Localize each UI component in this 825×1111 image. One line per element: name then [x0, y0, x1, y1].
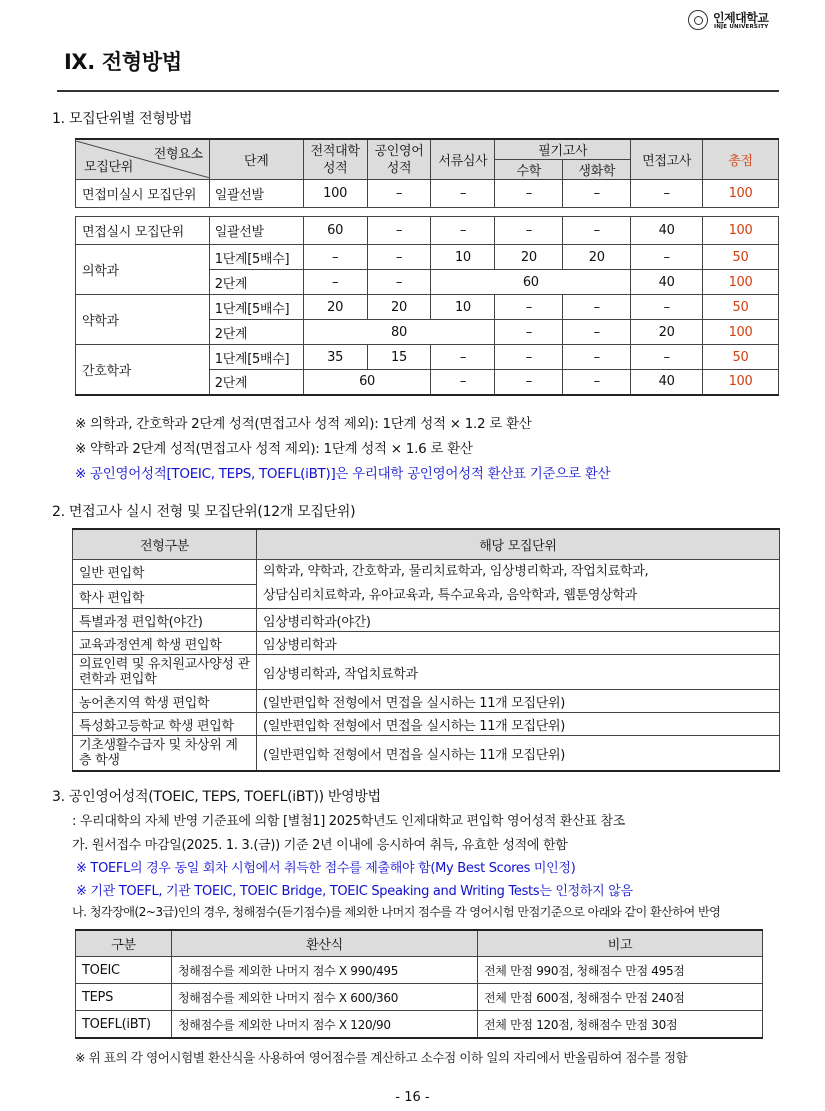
score-cell: – — [495, 345, 563, 370]
table-row — [76, 957, 763, 984]
score-cell: – — [367, 180, 431, 208]
col-bio: 생화학 — [563, 160, 631, 180]
score-cell: – — [631, 180, 703, 208]
type-cell: 의료인력 및 유치원교사양성 관련학과 편입학 — [73, 655, 257, 690]
score-cell: 40 — [631, 370, 703, 395]
table-row — [76, 217, 779, 245]
score-cell: – — [367, 245, 431, 270]
unit-cell: 면접미실시 모집단위 — [76, 180, 210, 208]
section3-heading: 3. 공인영어성적(TOEIC, TEPS, TOEFL(iBT)) 반영방법 — [52, 789, 381, 805]
score-cell: – — [431, 345, 495, 370]
unit-cell: 면접실시 모집단위 — [76, 217, 210, 245]
total-cell: 50 — [703, 345, 779, 370]
logo-name: 인제대학교 — [713, 11, 769, 25]
score-cell: – — [367, 270, 431, 295]
score-cell: – — [431, 217, 495, 245]
score-cell: – — [431, 180, 495, 208]
seal-icon — [688, 10, 708, 30]
units-cell: (일반편입학 전형에서 면접을 실시하는 11개 모집단위) — [257, 713, 780, 736]
score-cell: – — [563, 345, 631, 370]
type-cell: 일반 편입학 — [73, 560, 257, 585]
col-note: 비고 — [478, 930, 763, 957]
total-cell: 100 — [703, 180, 779, 208]
col-written: 필기고사 — [495, 139, 631, 160]
score-cell: – — [563, 370, 631, 395]
score-cell: 40 — [631, 270, 703, 295]
total-cell: 50 — [703, 245, 779, 270]
formula-cell: 청해점수를 제외한 나머지 점수 X 120/90 — [172, 1011, 478, 1039]
score-cell: – — [495, 370, 563, 395]
score-cell: 80 — [303, 320, 495, 345]
table-row — [76, 984, 763, 1011]
col-math: 수학 — [495, 160, 563, 180]
diag-bottom-label: 모집단위 — [84, 160, 134, 175]
units-cell — [257, 560, 780, 609]
col-type: 구분 — [76, 930, 172, 957]
stage-cell: 1단계[5배수] — [209, 245, 303, 270]
table-row — [73, 655, 780, 690]
score-cell: 20 — [631, 320, 703, 345]
total-cell: 100 — [703, 320, 779, 345]
note-cell: 전체 만점 990점, 청해점수 만점 495점 — [478, 957, 763, 984]
selection-method-table — [75, 138, 779, 396]
type-cell: 학사 편입학 — [73, 584, 257, 609]
type-cell: 교육과정연계 학생 편입학 — [73, 632, 257, 655]
note-2: ※ 약학과 2단계 성적(면접고사 성적 제외): 1단계 성적 × 1.6 로 환산 — [75, 441, 473, 457]
score-cell: – — [631, 345, 703, 370]
type-cell: 특성화고등학교 학생 편입학 — [73, 713, 257, 736]
col-units: 해당 모집단위 — [257, 529, 780, 560]
score-cell: – — [563, 320, 631, 345]
table-row — [76, 245, 779, 270]
col-formula: 환산식 — [172, 930, 478, 957]
total-cell: 100 — [703, 217, 779, 245]
score-cell: – — [367, 217, 431, 245]
table-row — [73, 632, 780, 655]
units-line: 의학과, 약학과, 간호학과, 물리치료학과, 임상병리학과, 작업치료학과, — [263, 564, 649, 579]
section1-heading: 1. 모집단위별 전형방법 — [52, 111, 193, 127]
score-cell: 35 — [303, 345, 367, 370]
stage-cell: 2단계 — [209, 320, 303, 345]
score-cell: 40 — [631, 217, 703, 245]
units-cell: 임상병리학과 — [257, 632, 780, 655]
stage-cell: 2단계 — [209, 270, 303, 295]
diagonal-header-cell — [76, 139, 210, 180]
table-row — [73, 560, 780, 585]
score-cell: – — [303, 245, 367, 270]
unit-cell: 의학과 — [76, 245, 210, 295]
page-number: - 16 - — [395, 1090, 430, 1105]
stage-cell: 일괄선발 — [209, 217, 303, 245]
score-cell: – — [495, 295, 563, 320]
score-cell: 60 — [303, 370, 431, 395]
score-cell: 60 — [431, 270, 631, 295]
table-row — [73, 690, 780, 713]
units-line: 상담심리치료학과, 유아교육과, 특수교육과, 음악학과, 웹툰영상학과 — [263, 588, 637, 603]
stage-cell: 1단계[5배수] — [209, 295, 303, 320]
type-cell: 기초생활수급자 및 차상위 계층 학생 — [73, 736, 257, 772]
score-cell: 60 — [303, 217, 367, 245]
col-stage: 단계 — [209, 139, 303, 180]
total-cell: 50 — [703, 295, 779, 320]
score-cell: – — [563, 217, 631, 245]
stage-cell: 1단계[5배수] — [209, 345, 303, 370]
page-title: Ⅸ. 전형방법 — [64, 50, 182, 74]
interview-units-table — [72, 528, 780, 772]
units-cell: (일반편입학 전형에서 면접을 실시하는 11개 모집단위) — [257, 690, 780, 713]
unit-cell: 약학과 — [76, 295, 210, 345]
type-cell: 농어촌지역 학생 편입학 — [73, 690, 257, 713]
s3-line-2: 가. 원서접수 마감일(2025. 1. 3.(금)) 기준 2년 이내에 응시하여 취득, 유효한 성적에 한함 — [72, 838, 568, 853]
score-cell: – — [563, 180, 631, 208]
table-row — [73, 713, 780, 736]
score-cell: 20 — [303, 295, 367, 320]
col-docs: 서류심사 — [431, 139, 495, 180]
score-cell: 100 — [303, 180, 367, 208]
units-cell: (일반편입학 전형에서 면접을 실시하는 11개 모집단위) — [257, 736, 780, 772]
col-type: 전형구분 — [73, 529, 257, 560]
s3-line-4: ※ 기관 TOEFL, 기관 TOEIC, TOEIC Bridge, TOEIC Speaking and Writing Tests는 인정하지 않음 — [76, 884, 633, 899]
diag-top-label: 전형요소 — [153, 147, 203, 162]
table-row — [76, 345, 779, 370]
score-cell: – — [495, 180, 563, 208]
s3-footnote: ※ 위 표의 각 영어시험별 환산식을 사용하여 영어점수를 계산하고 소수점 이하 일의 자리에서 반올림하여 점수를 정함 — [75, 1050, 688, 1065]
note-cell: 전체 만점 600점, 청해점수 만점 240점 — [478, 984, 763, 1011]
note-cell: 전체 만점 120점, 청해점수 만점 30점 — [478, 1011, 763, 1039]
section2-heading: 2. 면접고사 실시 전형 및 모집단위(12개 모집단위) — [52, 504, 356, 520]
english-conversion-table — [75, 929, 763, 1039]
total-cell: 100 — [703, 370, 779, 395]
score-cell: – — [495, 320, 563, 345]
score-cell: – — [431, 370, 495, 395]
s3-line-3: ※ TOEFL의 경우 동일 회차 시험에서 취득한 점수를 제출해야 함(My Best Scores 미인정) — [76, 861, 576, 876]
logo-english: INJE UNIVERSITY — [714, 24, 769, 30]
total-cell: 100 — [703, 270, 779, 295]
unit-cell: 간호학과 — [76, 345, 210, 395]
score-cell: – — [495, 217, 563, 245]
table-row — [76, 295, 779, 320]
score-cell: 20 — [563, 245, 631, 270]
score-cell: – — [563, 295, 631, 320]
stage-cell: 일괄선발 — [209, 180, 303, 208]
col-total: 총점 — [703, 139, 779, 180]
note-3: ※ 공인영어성적[TOEIC, TEPS, TOEFL(iBT)]은 우리대학 공인영어성적 환산표 기준으로 환산 — [75, 466, 611, 482]
table-row — [73, 609, 780, 632]
note-1: ※ 의학과, 간호학과 2단계 성적(면접고사 성적 제외): 1단계 성적 × 1.2 로 환산 — [75, 416, 532, 432]
type-cell: 특별과정 편입학(야간) — [73, 609, 257, 632]
university-logo — [688, 8, 768, 34]
type-cell: TOEFL(iBT) — [76, 1011, 172, 1039]
col-interview: 면접고사 — [631, 139, 703, 180]
s3-line-1: : 우리대학의 자체 반영 기준표에 의함 [별첨1] 2025학년도 인제대학교 편입학 영어성적 환산표 참조 — [72, 814, 626, 829]
score-cell: – — [631, 245, 703, 270]
score-cell: 15 — [367, 345, 431, 370]
units-cell: 임상병리학과, 작업치료학과 — [257, 655, 780, 690]
score-cell: – — [303, 270, 367, 295]
score-cell: 20 — [367, 295, 431, 320]
score-cell: – — [631, 295, 703, 320]
stage-cell: 2단계 — [209, 370, 303, 395]
formula-cell: 청해점수를 제외한 나머지 점수 X 990/495 — [172, 957, 478, 984]
score-cell: 20 — [495, 245, 563, 270]
type-cell: TEPS — [76, 984, 172, 1011]
s3-line-5: 나. 청각장애(2~3급)인의 경우, 청해점수(듣기점수)를 제외한 나머지 점수를 각 영어시험 만점기준으로 아래와 같이 환산하여 반영 — [72, 905, 721, 919]
col-english: 공인영어 성적 — [367, 139, 431, 180]
formula-cell: 청해점수를 제외한 나머지 점수 X 600/360 — [172, 984, 478, 1011]
table-row — [73, 736, 780, 772]
score-cell: 10 — [431, 245, 495, 270]
table-row — [76, 180, 779, 208]
type-cell: TOEIC — [76, 957, 172, 984]
col-academic: 전적대학 성적 — [303, 139, 367, 180]
score-cell: 10 — [431, 295, 495, 320]
table-row — [76, 1011, 763, 1039]
units-cell: 임상병리학과(야간) — [257, 609, 780, 632]
